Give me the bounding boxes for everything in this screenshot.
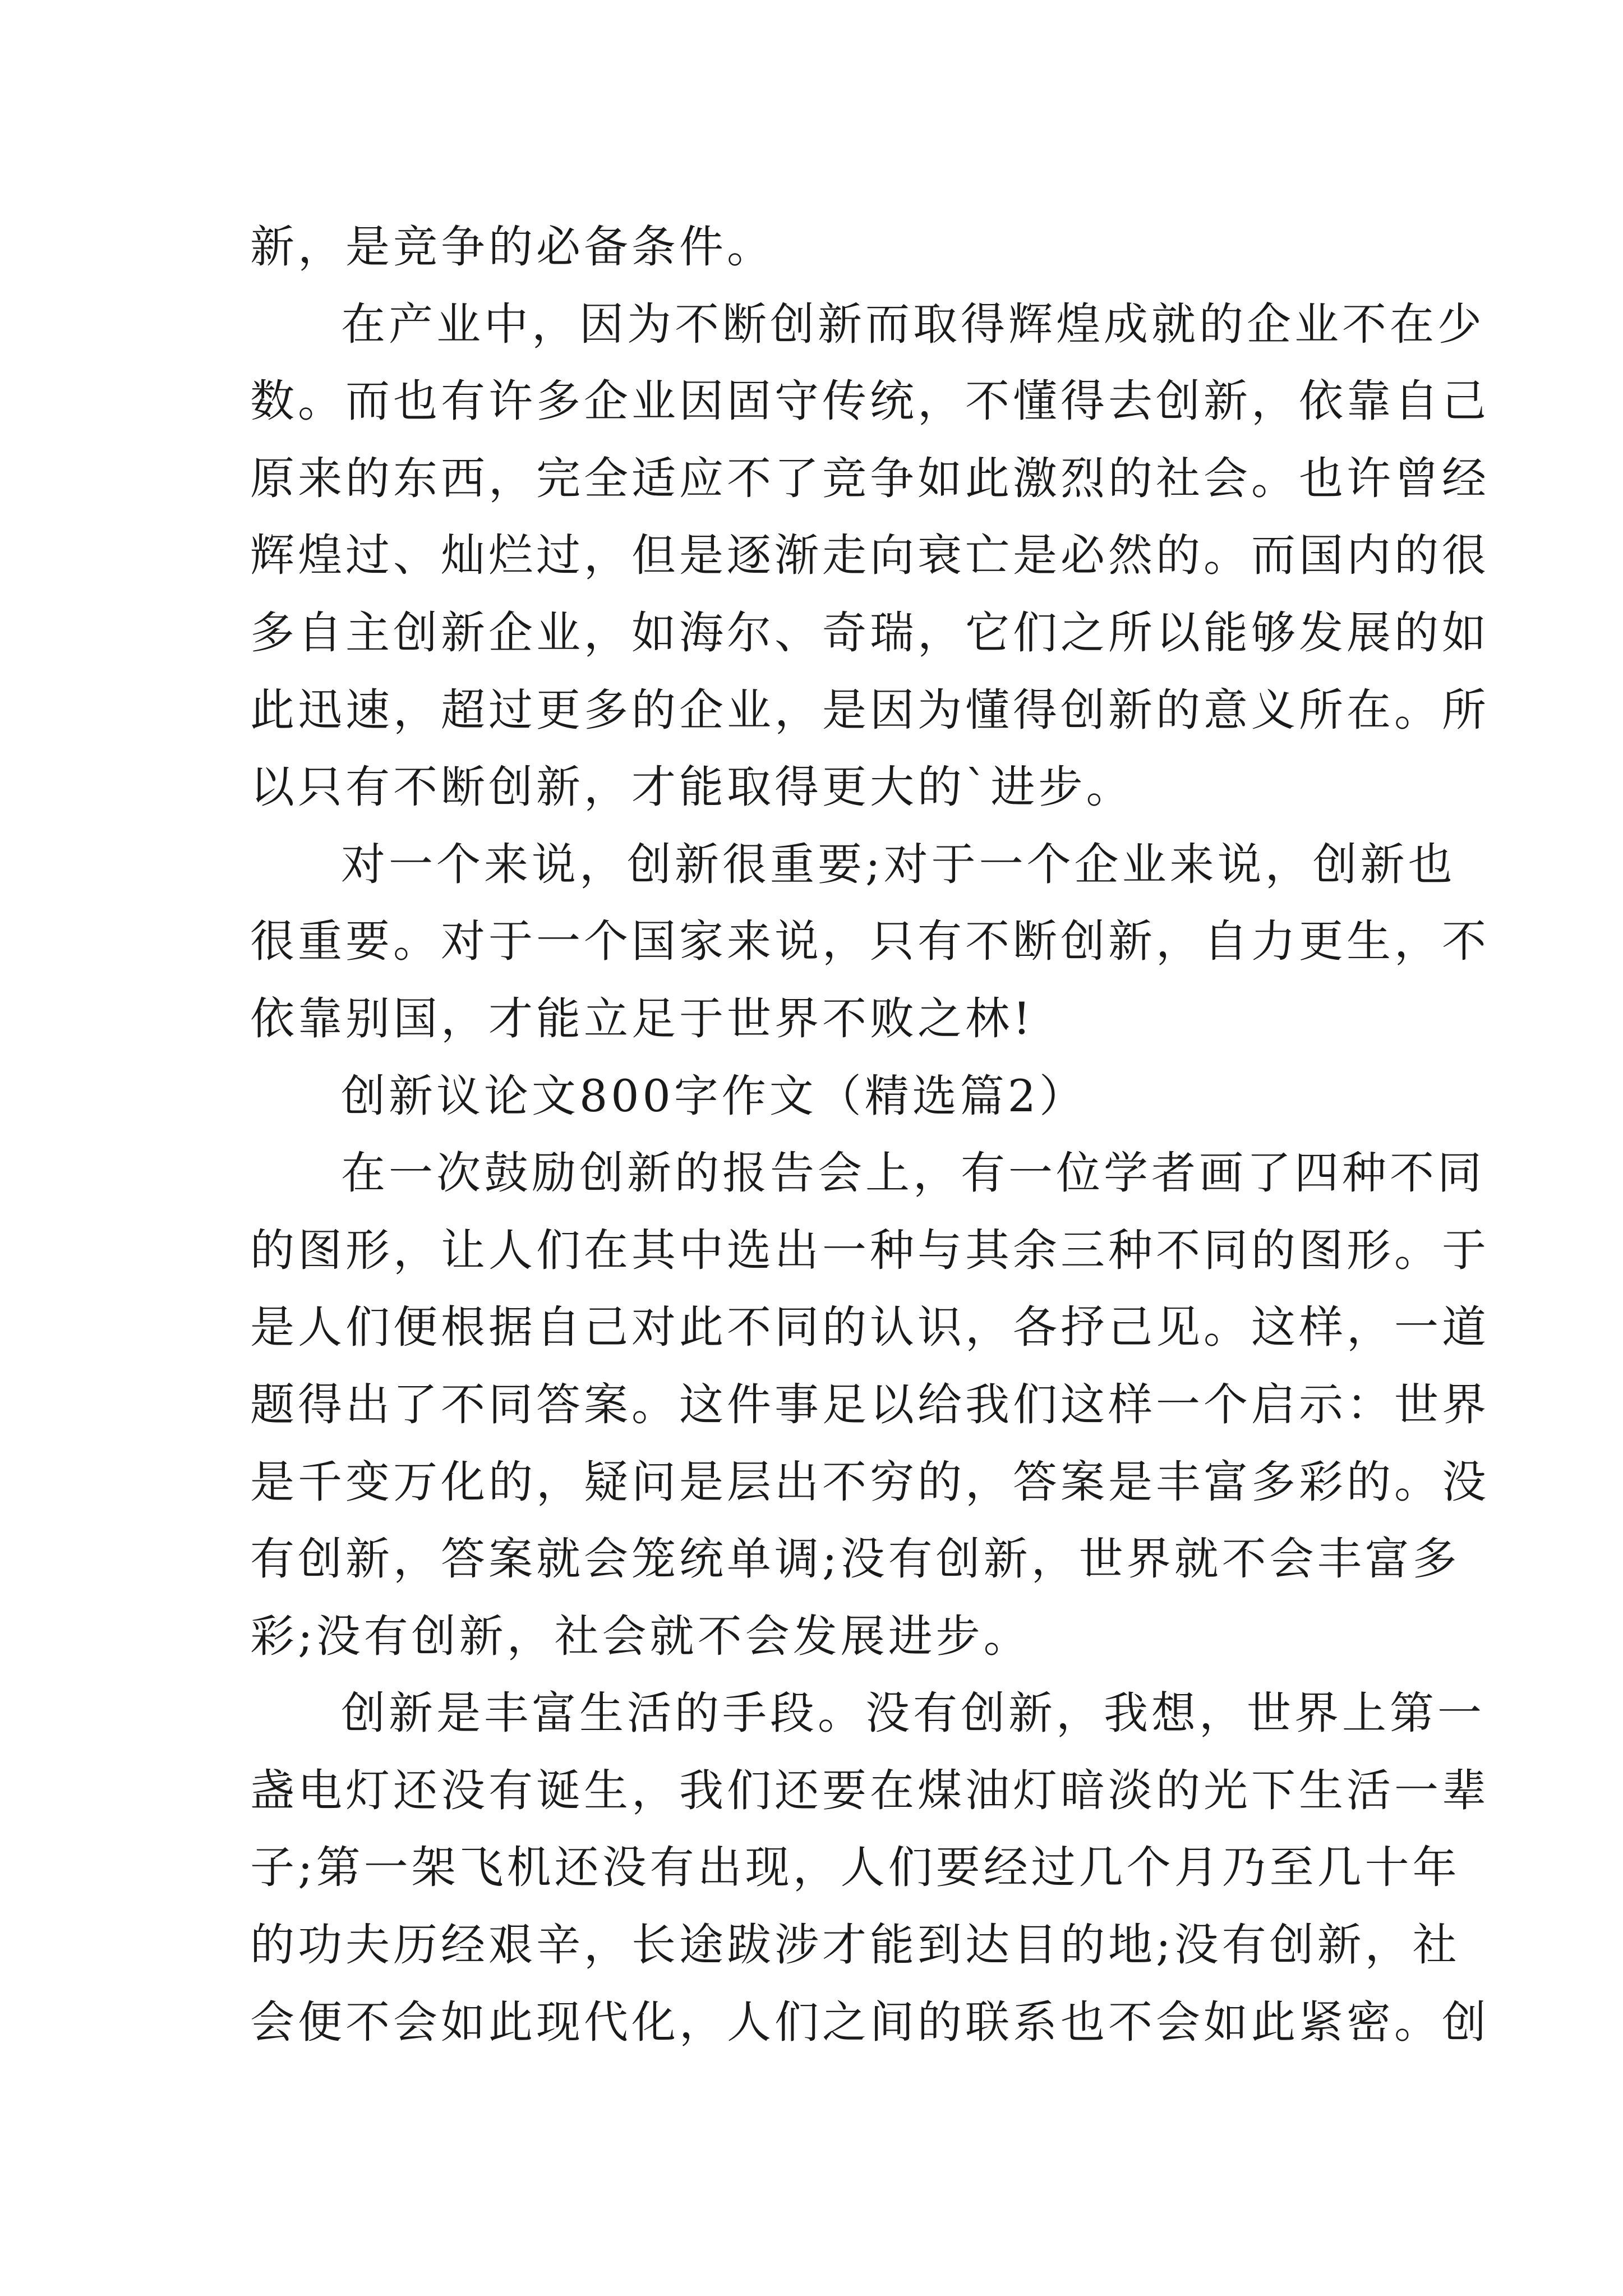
text-line: 辉煌过、灿烂过，但是逐渐走向衰亡是必然的。而国内的很 (250, 530, 1490, 582)
text-line: 在产业中，因为不断创新而取得辉煌成就的企业不在少 (341, 298, 1485, 350)
text-line: 彩;没有创新，社会就不会发展进步。 (250, 1610, 1031, 1662)
text-line: 会便不会如此现代化，人们之间的联系也不会如此紧密。创 (250, 1996, 1490, 2048)
text-line: 题得出了不同答案。这件事足以给我们这样一个启示：世界 (250, 1378, 1490, 1430)
text-line: 此迅速，超过更多的企业，是因为懂得创新的意义所在。所 (250, 684, 1490, 736)
text-line: 依靠别国，才能立足于世界不败之林! (250, 992, 1034, 1045)
text-line: 数。而也有许多企业因固守传统，不懂得去创新，依靠自己 (250, 375, 1490, 427)
text-line: 对一个来说，创新很重要;对于一个企业来说，创新也 (341, 838, 1456, 890)
text-line: 的功夫历经艰辛，长途跋涉才能到达目的地;没有创新，社 (250, 1919, 1460, 1971)
document-page (250, 209, 1490, 2061)
text-line: 盏电灯还没有诞生，我们还要在煤油灯暗淡的光下生活一辈 (250, 1764, 1490, 1816)
section-heading: 创新议论文800字作文（精选篇2） (341, 1070, 1087, 1122)
text-line: 是人们便根据自己对此不同的认识，各抒己见。这样，一道 (250, 1301, 1490, 1354)
text-line: 创新是丰富生活的手段。没有创新，我想，世界上第一 (341, 1687, 1485, 1740)
text-line: 很重要。对于一个国家来说，只有不断创新，自力更生，不 (250, 915, 1490, 968)
text-line: 多自主创新企业，如海尔、奇瑞，它们之所以能够发展的如 (250, 606, 1490, 659)
text-line: 新，是竞争的必备条件。 (250, 221, 774, 273)
text-line: 以只有不断创新，才能取得更大的`进步。 (250, 761, 1134, 813)
text-line: 的图形，让人们在其中选出一种与其余三种不同的图形。于 (250, 1224, 1490, 1276)
text-line: 有创新，答案就会笼统单调;没有创新，世界就不会丰富多 (250, 1533, 1460, 1585)
text-line: 子;第一架飞机还没有出现，人们要经过几个月乃至几十年 (250, 1842, 1460, 1894)
text-line: 原来的东西，完全适应不了竞争如此激烈的社会。也许曾经 (250, 452, 1490, 504)
text-line: 是千变万化的，疑问是层出不穷的，答案是丰富多彩的。没 (250, 1456, 1490, 1508)
text-line: 在一次鼓励创新的报告会上，有一位学者画了四种不同 (341, 1147, 1485, 1199)
